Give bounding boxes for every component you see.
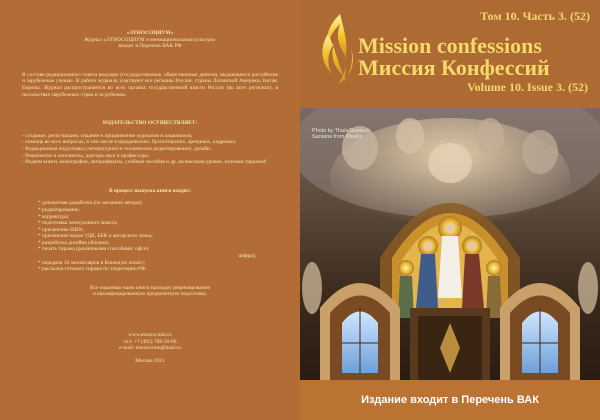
publisher-item: - помощь во всех вопросах, в том числе в юридических, бухгалтерских, арендных, кадровых;	[22, 139, 237, 146]
book-item: * редактирование;	[38, 206, 80, 213]
publisher-list	[22, 133, 278, 166]
phone-number: тел: +7 (495) 708-30-00	[123, 338, 177, 345]
journal-vak-line: входит в Перечень ВАК РФ	[118, 43, 182, 50]
book-item: * присвоение ISBN;	[38, 226, 84, 233]
book-process-list	[22, 200, 278, 273]
journal-title-en: Mission confessions	[358, 33, 542, 58]
journal-full-title: Журнал «ЭТНОСОЦИУМ и межнациональная культура»	[84, 36, 216, 43]
book-item: * разработка дизайна обложки;	[38, 239, 110, 246]
vak-banner-text: Издание входит в Перечень ВАК	[361, 394, 539, 406]
publisher-heading: ИЗДАТЕЛЬСТВО ОСУЩЕСТВЛЯЕТ:	[102, 120, 198, 127]
closing-text: и квалифицированную предпечатную подготовку.	[92, 291, 208, 298]
front-cover	[300, 0, 600, 420]
website-link[interactable]: www.etnosocium.ru	[128, 332, 172, 339]
book-item: * передача 16 экземпляров в Книжную палату;	[38, 259, 146, 266]
journal-name: «ЭТНОСОЦИУМ»	[126, 30, 174, 36]
volume-en: Volume 10. Issue 3. (52)	[467, 80, 588, 94]
city-year: Москва 2021	[135, 357, 165, 364]
book-item: * доначатная доработка (по желанию автора);	[38, 200, 143, 207]
book-item: цифра);	[238, 253, 256, 260]
photo-credit: Photo by Thaís/Gustavo Santana from Pexels	[312, 128, 370, 140]
publisher-item: - Редакционная подготовка (литературное и техническое редактирование), дизайн.	[22, 145, 212, 152]
book-process-heading: В процесс выпуска книги входит:	[108, 187, 192, 194]
board-paragraph: В составе редакционного совета ведущие (государственные, общественные деятели, выдающиеся российские и зарубежные ученые. В работе журнала участвуют все регионы России, страны Латинской Америки, Китая, Европы. Журнал распространяется во всех органах государственной власти России (во всех регионах), в посольствах зарубежных стран и за рубежом.	[22, 71, 278, 98]
closing-text: Все изданные нами книги проходит рецензирование	[90, 284, 210, 291]
book-item: * печать тиража (различными способами: офсет,	[38, 246, 150, 253]
publisher-item: - Рецензенты и оппоненты, доктора наук и профессора.	[22, 152, 150, 159]
publisher-item: - Издаем книги, монографии, авторефераты, учебные пособия и др. на высоком уровне, нужным тиражом!	[22, 159, 267, 166]
book-item: * подготовка электронного макета;	[38, 220, 118, 227]
email-address[interactable]: e-mail: etnosocium@mail.ru	[119, 345, 181, 352]
book-item: * рассылка готового тиража по территории РФ.	[38, 266, 147, 273]
cathedral-fresco-image	[300, 108, 600, 380]
book-item: * корректура;	[38, 213, 69, 220]
journal-title-ru: Миссия Конфессий	[358, 55, 550, 80]
volume-ru: Том 10. Часть 3. (52)	[480, 9, 590, 23]
vak-banner	[300, 380, 600, 420]
publisher-item: - создание, регистрацию, издание и продвижение журналов и альманахов;	[22, 132, 193, 139]
book-item: * присвоение кодов УДК, ББК и авторского знака;	[38, 233, 153, 240]
golden-flame-logo-icon	[318, 12, 358, 86]
